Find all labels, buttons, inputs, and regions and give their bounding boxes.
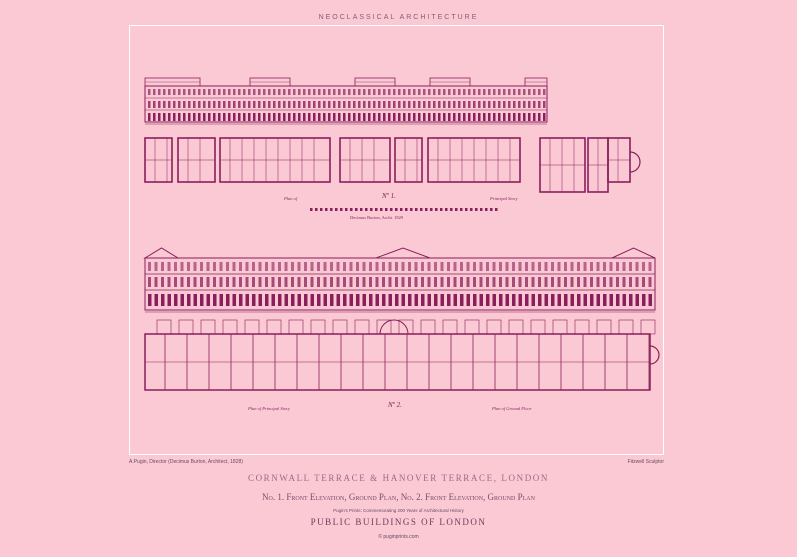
credit-right: Fitzwell Sculptor [627, 459, 664, 465]
lower-plan-caption-right: Plan of Ground Floor [492, 406, 532, 411]
lower-plate-number: Nº 2. [388, 401, 402, 409]
plate-note: Pugin's Prints: Commemorating 200 Years of Architectural History [333, 508, 464, 513]
plate-subtitle: No. 1. Front Elevation, Ground Plan, No. 2. Front Elevation, Ground Plan [262, 492, 535, 502]
collection-header: NEOCLASSICAL ARCHITECTURE [318, 14, 479, 21]
series-title: PUBLIC BUILDINGS OF LONDON [310, 517, 487, 527]
engraving-plate [129, 25, 664, 455]
lower-plan-caption-left: Plan of Principal Story [248, 406, 290, 411]
site-credit: © puginprints.com [378, 534, 419, 540]
engraving-drawing [130, 26, 665, 456]
credit-left: A.Pugin, Director (Decimus Burton, Architect, 1828) [129, 459, 243, 465]
upper-scale-caption: Decimus Burton, Archt. 1829 [350, 215, 404, 220]
plate-title: CORNWALL TERRACE & HANOVER TERRACE, LONDON [247, 473, 550, 483]
upper-plan-caption-left: Plan of [284, 196, 298, 201]
upper-plan-caption-right: Principal Story [490, 196, 518, 201]
upper-plate-number: Nº 1. [382, 192, 396, 200]
